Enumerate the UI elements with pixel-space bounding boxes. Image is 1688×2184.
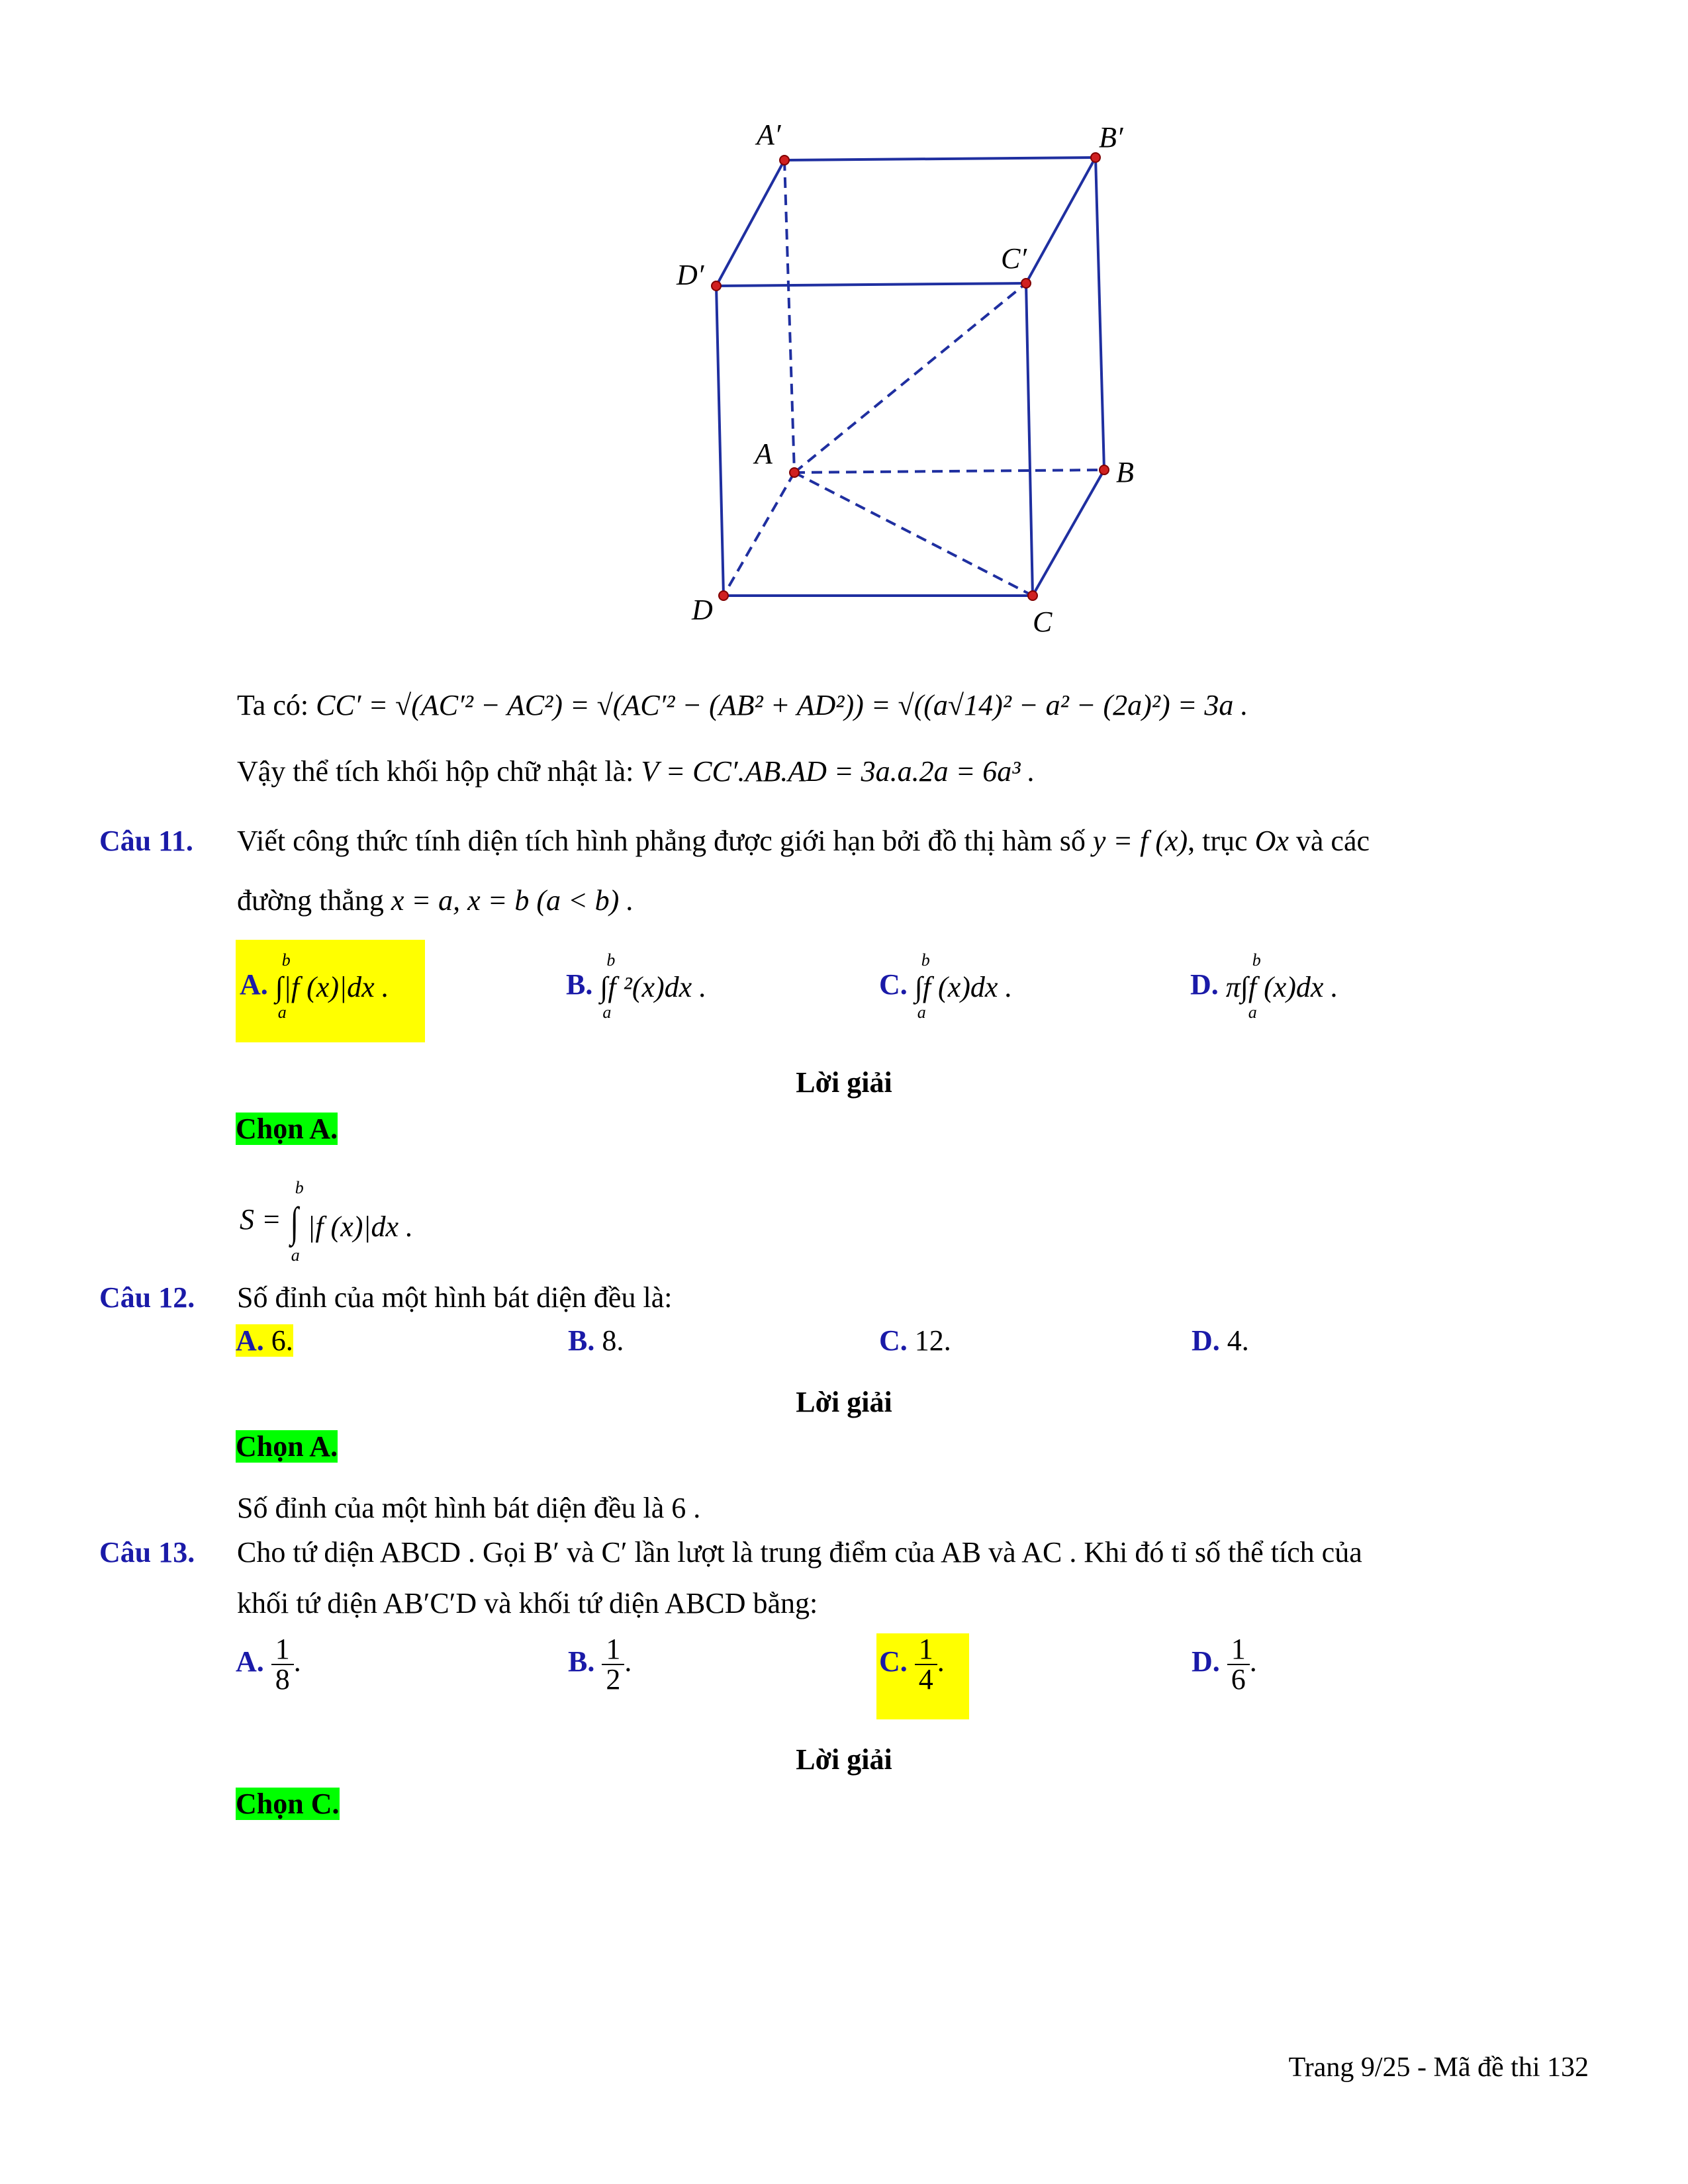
edge-C'C: [1026, 283, 1033, 596]
solution10-math2: V = CC′.AB.AD = 3a.a.2a = 6a³ .: [641, 755, 1035, 788]
limit-top: b: [921, 950, 930, 970]
q12-option-b-value: 8.: [602, 1324, 624, 1357]
numerator: 1: [602, 1635, 624, 1665]
q11-option-c-integral: [914, 950, 1013, 1023]
solution10-math1: CC′ = √(AC′² − AC²) = √(AC′² − (AB² + AD²)) = √((a√14)² − a² − (2a)²) = 3a .: [316, 689, 1248, 721]
q11-answer-prefix: S =: [240, 1203, 281, 1236]
q12-option-d-key: D.: [1192, 1324, 1220, 1357]
edge-A'D': [716, 160, 784, 286]
q11-text-line1: [237, 824, 1370, 858]
q13-option-d-fraction: [1227, 1635, 1250, 1694]
q12-option-a[interactable]: [236, 1324, 293, 1357]
edge-AB: [794, 470, 1104, 473]
q11-option-c-math: ∫f (x)dx .: [914, 971, 1013, 1004]
q11-answer: [240, 1178, 414, 1265]
label-D-prime: D′: [677, 259, 704, 291]
numerator: 1: [1227, 1635, 1250, 1665]
solution10-prefix: Ta có:: [237, 689, 309, 721]
q13-solution-title: Lời giải: [796, 1743, 892, 1776]
q13-option-b-key: B.: [568, 1645, 595, 1678]
q12-option-a-highlight: [236, 1324, 293, 1357]
label-B-prime: B′: [1099, 121, 1123, 154]
q13-text2: khối tứ diện AB′C′D và khối tứ diện ABCD bằng:: [237, 1587, 818, 1619]
q13-option-a-fraction: [271, 1635, 294, 1694]
q12-option-b-key: B.: [568, 1324, 595, 1357]
q11-text1: Viết công thức tính diện tích hình phẳng được giới hạn bởi đồ thị hàm số: [237, 825, 1086, 857]
limit-top: b: [1252, 950, 1261, 970]
q13-option-c-key: C.: [879, 1645, 908, 1678]
q11-option-d-math: π∫f (x)dx .: [1225, 971, 1338, 1004]
q11-func: y = f (x): [1092, 825, 1188, 857]
edge-B'C': [1026, 158, 1096, 283]
period: .: [624, 1645, 632, 1678]
label-C-prime: C′: [1001, 242, 1027, 275]
solution10-line2: [237, 754, 1035, 788]
q11-text2-math: x = a, x = b (a < b) .: [391, 884, 634, 917]
q11-answer-math: |f (x)|dx .: [307, 1210, 414, 1243]
edge-D'D: [716, 286, 724, 596]
q12-option-c-value: 12.: [914, 1324, 951, 1357]
limit-top: b: [295, 1178, 304, 1197]
q13-choice-badge: Chọn C.: [236, 1788, 340, 1820]
period: .: [293, 1645, 301, 1678]
q13-label: Câu 13.: [99, 1536, 195, 1569]
q13-option-a[interactable]: [236, 1635, 301, 1694]
q11-label: Câu 11.: [99, 825, 193, 857]
limit-bottom: a: [602, 1003, 612, 1023]
q13-option-d-key: D.: [1192, 1645, 1220, 1678]
denominator: 2: [606, 1663, 621, 1696]
q13-option-a-key: A.: [236, 1645, 264, 1678]
denominator: 6: [1231, 1663, 1246, 1696]
limit-top: b: [281, 950, 291, 970]
q13-option-b-fraction: [602, 1635, 624, 1694]
q11-text-line2: [237, 884, 633, 917]
limit-bottom: a: [917, 1003, 926, 1023]
q11-text1-end: , trục: [1188, 825, 1248, 857]
q11-option-b[interactable]: [566, 950, 707, 1023]
vertex-A: [790, 468, 799, 477]
solution10-prefix2: Vậy thể tích khối hộp chữ nhật là:: [237, 755, 634, 788]
q11-ox: Ox: [1254, 825, 1289, 857]
q12-choice-badge: Chọn A.: [236, 1430, 338, 1463]
label-D: D: [692, 594, 713, 626]
q11-solution-title: Lời giải: [796, 1066, 892, 1099]
q13-option-b[interactable]: [568, 1635, 632, 1694]
q11-text2: đường thẳng: [237, 884, 384, 917]
q11-option-c-key: C.: [879, 968, 908, 1001]
q11-option-a-math: ∫|f (x)|dx .: [275, 971, 389, 1004]
edge-AC': [794, 283, 1026, 473]
vertex-D: [719, 591, 728, 600]
solution10-line1: [237, 688, 1248, 722]
denominator: 8: [275, 1663, 290, 1696]
edge-AD: [724, 473, 794, 596]
q11-option-a[interactable]: [240, 950, 389, 1023]
denominator: 4: [918, 1663, 933, 1696]
q13-option-d[interactable]: [1192, 1635, 1257, 1694]
q12-option-a-key: A.: [236, 1324, 264, 1357]
q11-choice: [236, 1112, 338, 1146]
box-figure: [0, 0, 1688, 662]
label-C: C: [1033, 606, 1053, 638]
limit-bottom: a: [277, 1003, 287, 1023]
edge-BC: [1033, 470, 1104, 596]
vertex-C: [1028, 591, 1037, 600]
q13-option-c[interactable]: [879, 1635, 945, 1694]
q12-text: Số đỉnh của một hình bát diện đều là:: [237, 1281, 673, 1314]
vertex-A': [780, 156, 789, 165]
q12-choice: [236, 1430, 338, 1463]
edge-D'C': [716, 283, 1026, 286]
q11-choice-badge: Chọn A.: [236, 1113, 338, 1145]
numerator: 1: [271, 1635, 294, 1665]
q11-option-a-integral: [275, 950, 389, 1023]
page-footer: Trang 9/25 - Mã đề thi 132: [1288, 2052, 1589, 2083]
q12-option-d[interactable]: [1192, 1324, 1249, 1357]
q12-option-d-value: 4.: [1227, 1324, 1249, 1357]
q11-text1-tail: và các: [1295, 825, 1370, 857]
q11-option-c[interactable]: [879, 950, 1013, 1023]
q11-option-d[interactable]: [1190, 950, 1338, 1023]
label-B: B: [1116, 456, 1134, 488]
vertex-B': [1091, 153, 1100, 162]
q12-option-a-value: 6.: [271, 1324, 293, 1357]
integral-sign: ∫: [290, 1199, 299, 1246]
q13-choice: [236, 1787, 340, 1821]
q12-option-b[interactable]: [568, 1324, 624, 1357]
q13-text1: Cho tứ diện ABCD . Gọi B′ và C′ lần lượt là trung điểm của AB và AC . Khi đó tỉ số thể tích của: [237, 1536, 1362, 1569]
q11-option-d-key: D.: [1190, 968, 1219, 1001]
edge-A'B': [784, 158, 1096, 160]
q12-option-c-key: C.: [879, 1324, 908, 1357]
q11-option-a-key: A.: [240, 968, 268, 1001]
limit-bottom: a: [1248, 1003, 1257, 1023]
q13-option-c-fraction: [915, 1635, 937, 1694]
q12-option-c[interactable]: [879, 1324, 951, 1357]
period: .: [1249, 1645, 1257, 1678]
numerator: 1: [915, 1635, 937, 1665]
q11-option-b-key: B.: [566, 968, 593, 1001]
q11-option-b-integral: [600, 950, 707, 1023]
q11-option-b-math: ∫f ²(x)dx .: [600, 971, 707, 1004]
vertex-B: [1100, 465, 1109, 475]
limit-bottom: a: [291, 1246, 300, 1265]
label-A: A: [755, 437, 773, 470]
edge-AC: [794, 473, 1033, 596]
q12-solution-title: Lời giải: [796, 1386, 892, 1418]
q11-answer-integral: [289, 1178, 414, 1265]
label-A-prime: A′: [757, 118, 781, 151]
q12-answer: Số đỉnh của một hình bát diện đều là 6 .: [237, 1492, 701, 1524]
edge-A'A: [784, 160, 794, 473]
vertex-D': [712, 281, 721, 291]
vertex-C': [1021, 279, 1031, 288]
q12-label: Câu 12.: [99, 1281, 195, 1314]
edge-B'B: [1096, 158, 1104, 470]
period: .: [937, 1645, 945, 1678]
q11-option-d-integral: [1225, 950, 1338, 1023]
limit-top: b: [606, 950, 616, 970]
